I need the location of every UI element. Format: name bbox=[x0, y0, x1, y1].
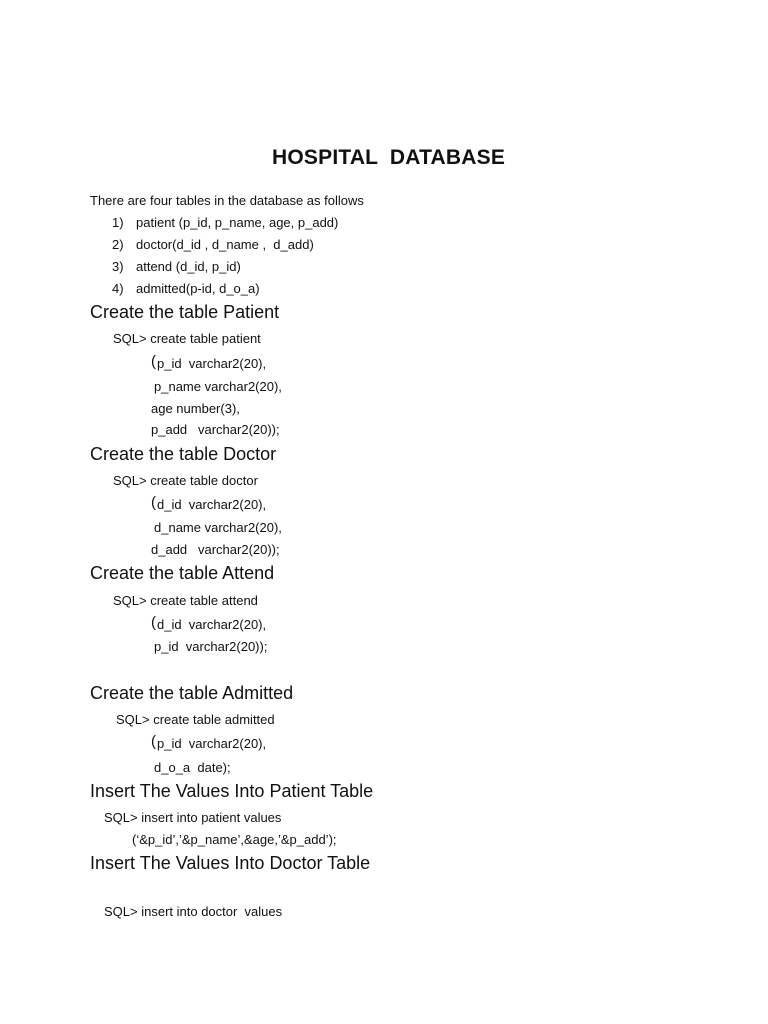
code-line: d_o_a date); bbox=[154, 760, 231, 775]
open-paren: ( bbox=[151, 733, 156, 750]
list-item: doctor(d_id , d_name , d_add) bbox=[136, 237, 314, 252]
sql-command: SQL> create table admitted bbox=[116, 712, 275, 727]
sql-command: SQL> create table attend bbox=[113, 593, 258, 608]
list-item-number: 1) bbox=[112, 215, 124, 230]
list-item: attend (d_id, p_id) bbox=[136, 259, 241, 274]
code-line: p_id varchar2(20), bbox=[157, 356, 267, 371]
document-title: HOSPITAL DATABASE bbox=[272, 146, 506, 169]
code-line: d_add varchar2(20)); bbox=[151, 542, 280, 557]
code-line: p_id varchar2(20), bbox=[157, 736, 267, 751]
sql-command: SQL> insert into patient values bbox=[104, 810, 282, 825]
open-paren: ( bbox=[151, 494, 156, 511]
sql-command: SQL> create table doctor bbox=[113, 473, 258, 488]
sql-command: SQL> insert into doctor values bbox=[104, 904, 283, 919]
list-item: patient (p_id, p_name, age, p_add) bbox=[136, 215, 339, 230]
list-item-number: 4) bbox=[112, 281, 124, 296]
code-line: d_id varchar2(20), bbox=[157, 617, 267, 632]
code-line: p_add varchar2(20)); bbox=[151, 422, 280, 437]
code-line: d_id varchar2(20), bbox=[157, 497, 267, 512]
code-line: age number(3), bbox=[151, 401, 240, 416]
code-line: d_name varchar2(20), bbox=[154, 520, 282, 535]
section-heading: Create the table Doctor bbox=[90, 444, 277, 464]
open-paren: ( bbox=[151, 614, 156, 631]
section-heading: Insert The Values Into Patient Table bbox=[90, 781, 374, 801]
section-heading: Create the table Patient bbox=[90, 302, 280, 322]
section-heading: Insert The Values Into Doctor Table bbox=[90, 853, 371, 873]
code-line: (‘&p_id’,’&p_name’,&age,’&p_add’); bbox=[132, 832, 337, 847]
list-item: admitted(p-id, d_o_a) bbox=[136, 281, 260, 296]
section-heading: Create the table Admitted bbox=[90, 683, 294, 703]
code-line: p_name varchar2(20), bbox=[154, 379, 282, 394]
section-heading: Create the table Attend bbox=[90, 563, 275, 583]
open-paren: ( bbox=[151, 353, 156, 370]
list-item-number: 3) bbox=[112, 259, 124, 274]
intro-text: There are four tables in the database as follows bbox=[90, 193, 364, 208]
sql-command: SQL> create table patient bbox=[113, 331, 261, 346]
list-item-number: 2) bbox=[112, 237, 124, 252]
code-line: p_id varchar2(20)); bbox=[154, 639, 268, 654]
